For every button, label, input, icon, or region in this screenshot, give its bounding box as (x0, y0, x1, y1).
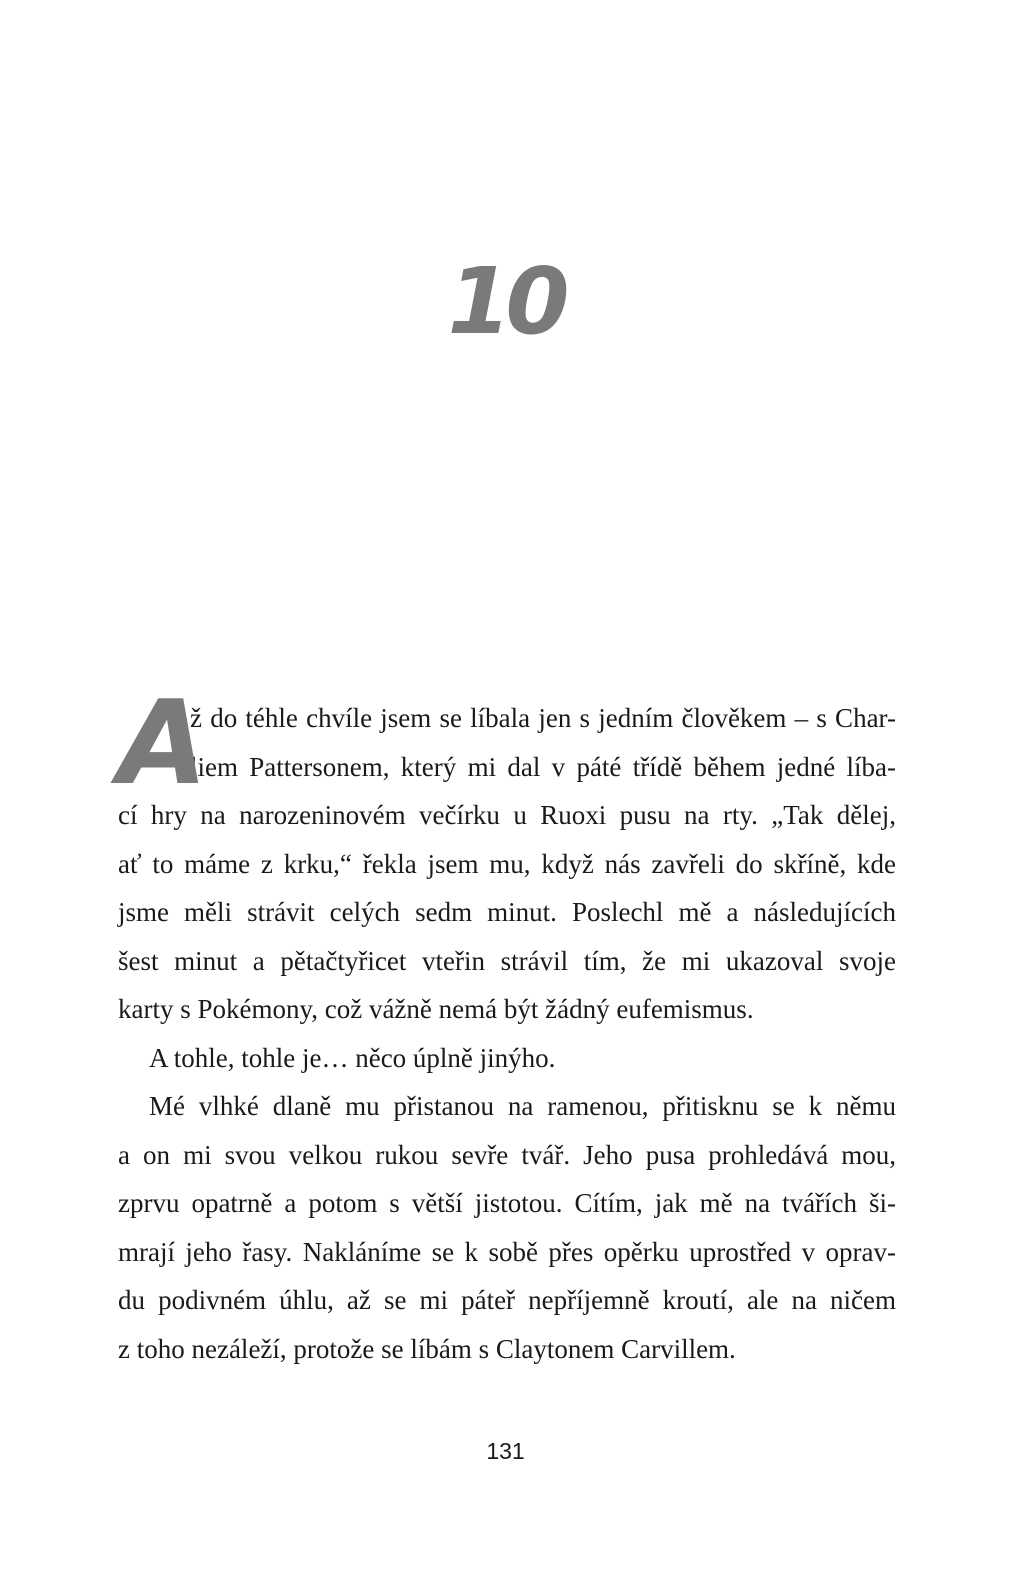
text-line: ž do téhle chvíle jsem se líbala jen s jedním člověkem – s Char- (190, 703, 896, 733)
text-line: Mé vlhké dlaně mu přistanou na ramenou, přitisknu se k němu (149, 1091, 896, 1121)
chapter-number: 10 (447, 248, 564, 355)
page-number: 131 (486, 1438, 525, 1464)
text-line: a on mi svou velkou rukou sevře tvář. Jeho pusa prohledává mou, (118, 1139, 896, 1170)
text-line: mrají jeho řasy. Nakláníme se k sobě přes opěrku uprostřed v oprav- (118, 1236, 896, 1267)
chapter-text (118, 676, 896, 1373)
text-line: šest minut a pětačtyřicet vteřin strávil tím, že mi ukazoval svoje (118, 945, 896, 976)
text-line: A tohle, tohle je… něco úplně jinýho. (149, 1042, 556, 1073)
text-line: jsme měli strávit celých sedm minut. Poslechl mě a následujících (118, 897, 896, 927)
text-line: z toho nezáleží, protože se líbám s Claytonem Carvillem. (118, 1333, 736, 1364)
text-line: du podivném úhlu, až se mi páteř nepříjemně kroutí, ale na ničem (118, 1285, 896, 1315)
text-line: liem Pattersonem, který mi dal v páté třídě během jedné líba- (190, 751, 896, 782)
text-line: ať to máme z krku,“ řekla jsem mu, když nás zavřeli do skříně, kde (118, 848, 896, 879)
text-line: karty s Pokémony, což vážně nemá být žádný eufemismus. (118, 994, 754, 1024)
text-line: zprvu opatrně a potom s větší jistotou. Cítím, jak mě na tvářích ši- (118, 1188, 896, 1218)
text-line: cí hry na narozeninovém večírku u Ruoxi pusu na rty. „Tak dělej, (118, 800, 896, 830)
drop-cap: A (118, 676, 208, 811)
